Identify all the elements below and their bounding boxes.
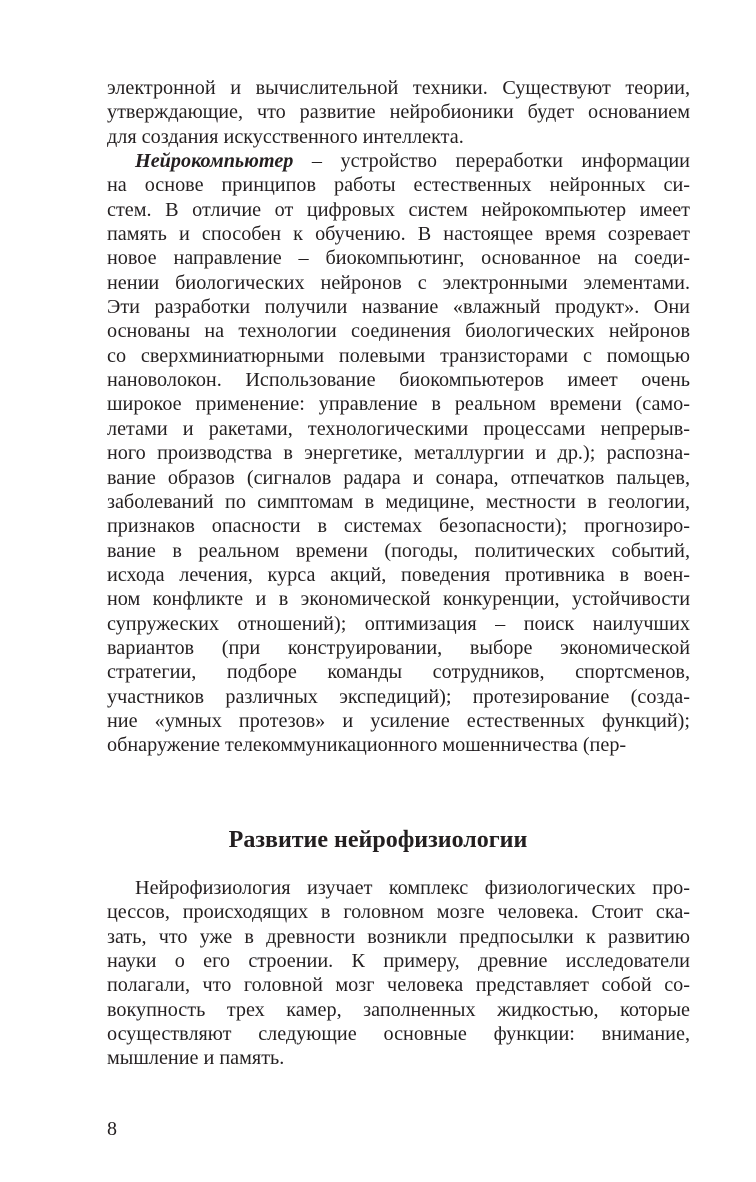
paragraph-1 [107,76,690,149]
text-line: для создания искусственного интеллекта. [107,125,464,148]
text-line: широкое применение: управление в реальном времени (само- [107,393,690,416]
text-line: зать, что уже в древности возникли предпосылки к развитию [107,925,690,948]
text-line: вариантов (при конструировании, выборе экономической [107,636,690,659]
text-line: ном конфликте и в экономической конкуренции, устойчивости [107,588,690,611]
text-line: летами и ракетами, технологическими процессами непрерыв- [107,417,690,440]
text-line: вокупность трех камер, заполненных жидкостью, которые [107,998,690,1021]
text-line: вание образов (сигналов радара и сонара, отпечатков пальцев, [107,466,690,489]
text-line: память и способен к обучению. В настоящее время созревает [107,223,690,246]
text-line: Эти разработки получили название «влажный продукт». Они [107,296,690,319]
text-line: науки о его строении. К примеру, древние исследователи [107,950,690,973]
text-line: ного производства в энергетике, металлургии и др.); распозна- [107,442,690,465]
text-line: мышление и память. [107,1047,285,1070]
text-line [107,149,690,173]
text-line: супружеских отношений); оптимизация – поиск наилучших [107,612,690,635]
term-neurocomputer: Нейрокомпьютер [135,150,294,173]
text-line: полагали, что головной мозг человека представляет собой со- [107,974,690,997]
text-line: нановолокон. Использование биокомпьютеров имеет очень [107,369,690,392]
text-line: со сверхминиатюрными полевыми транзисторами с помощью [107,344,690,367]
text-line: Нейрофизиология изучает комплекс физиологических про- [135,877,690,899]
text-line: обнаружение телекоммуникационного мошенничества (пер- [107,734,627,757]
section-heading: Развитие нейрофизиологии [228,827,528,853]
text-line: участников различных экспедиций); протезирование (созда- [107,685,690,708]
text-fragment: – устройство переработки информации [293,150,690,173]
text-line: новое направление – биокомпьютинг, основанное на соеди- [107,247,690,270]
page-number: 8 [107,1118,117,1140]
text-line: заболеваний по симптомам в медицине, местности в геологии, [107,490,690,513]
paragraph-3 [107,876,690,1071]
text-line: исхода лечения, курса акций, поведения противника в воен- [107,563,690,586]
text-line: электронной и вычислительной техники. Существуют теории, [107,77,690,99]
text-line: вание в реальном времени (погоды, политических событий, [107,539,690,562]
text-line: осуществляют следующие основные функции: внимание, [107,1023,690,1046]
page-body [107,76,690,758]
text-line: признаков опасности в системах безопасности); прогнозиро- [107,515,690,538]
text-line: ние «умных протезов» и усиление естественных функций); [107,709,690,732]
text-line: стратегии, подборе команды сотрудников, спортсменов, [107,661,690,684]
text-line: основаны на технологии соединения биологических нейронов [107,320,690,343]
text-line: на основе принципов работы естественных нейронных си- [107,174,690,197]
text-line: нении биологических нейронов с электронными элементами. [107,271,690,294]
text-line: стем. В отличие от цифровых систем нейрокомпьютер имеет [107,198,690,221]
paragraph-2 [107,149,690,758]
text-line: цессов, происходящих в головном мозге человека. Стоит ска- [107,901,690,924]
text-line: утверждающие, что развитие нейробионики будет основанием [107,101,690,124]
